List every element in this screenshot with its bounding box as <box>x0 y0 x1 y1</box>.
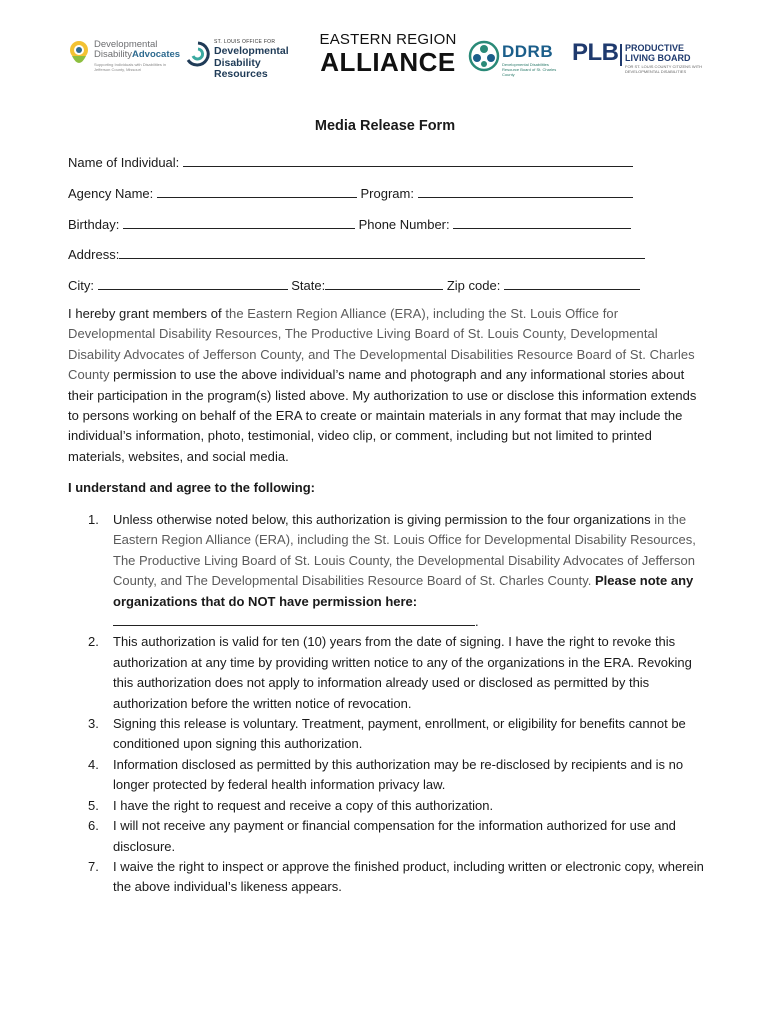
list-item: 5. I have the right to request and receive a copy of this authorization. <box>88 797 494 813</box>
state-label: State: <box>291 278 326 293</box>
name-row <box>68 152 633 172</box>
birthday-row <box>68 214 631 234</box>
address-input-line[interactable] <box>119 244 645 259</box>
dda-flower-icon <box>66 40 92 70</box>
stl-ddr-logo: ST. LOUIS OFFICE FOR Developmental Disability Resources <box>184 38 308 78</box>
list-item: 1. Unless otherwise noted below, this authorization is giving permission to the four organizations in the Eastern Region Alliance (ERA), including the St. Louis Office for Developmental Disability Resources, The Productive Living Board of St. Louis County, the Developmental Disability Advocates of Jefferson County, and The Developmental Disabilities Resource Board of St. Charles County. Please note any organizations that do NOT have permission here: . <box>88 512 696 630</box>
name-input-line[interactable] <box>183 152 633 167</box>
dda-logo: Developmental DisabilityAdvocates Supporting Individuals with Disabilities in Jefferson County, Missouri <box>66 38 178 82</box>
excluded-orgs-input-line[interactable] <box>113 613 475 626</box>
city-row <box>68 275 640 295</box>
birthday-input-line[interactable] <box>123 214 355 229</box>
ddrb-logo: DDRB Developmental Disabilities Resource Board of St. Charles County <box>468 40 564 76</box>
agency-label: Agency Name: <box>68 186 154 201</box>
grant-paragraph: I hereby grant members of the Eastern Region Alliance (ERA), including the St. Louis Office for Developmental Disability Resources, The Productive Living Board of St. Louis County, Developmental Disability Advocates of Jefferson County, and The Developmental Disabilities Resource Board of St. Charles County permission to use the above individual’s name and photograph and any informational stories about their participation in the program(s) listed above. My authorization to use or disclose this information extends to persons working on behalf of the ERA to create or maintain materials in any format that may include the individual’s information, photo, testimonial, video clip, or comment, including but not limited to printed materials, websites, and social media. <box>68 306 697 464</box>
list-item: 6. I will not receive any payment or financial compensation for the information authorized for use and disclosure. <box>88 818 676 854</box>
program-input-line[interactable] <box>418 183 633 198</box>
address-label: Address: <box>68 247 120 262</box>
stl-swirl-icon <box>184 40 212 70</box>
phone-label: Phone Number: <box>358 217 450 232</box>
agency-input-line[interactable] <box>157 183 357 198</box>
zip-label: Zip code: <box>446 278 501 293</box>
program-label: Program: <box>360 186 414 201</box>
list-item: 3. Signing this release is voluntary. Treatment, payment, enrollment, or eligibility for benefits cannot be conditioned upon signing this authorization. <box>88 716 686 752</box>
era-logo: EASTERN REGION ALLIANCE <box>319 31 457 77</box>
birthday-label: Birthday: <box>68 217 120 232</box>
name-label: Name of Individual: <box>68 155 180 170</box>
header-logos <box>66 32 706 88</box>
list-item: 4. Information disclosed as permitted by this authorization may be re-disclosed by recipients and is no longer protected by federal health information privacy law. <box>88 756 684 793</box>
city-label: City: <box>68 278 94 293</box>
list-item: 2. This authorization is valid for ten (10) years from the date of signing. I have the right to revoke this authorization at any time by providing written notice to any of the organizations in the ERA. Revoking this authorization does not apply to information already used or disclosed as permitted by this authorization before the written notice of revocation. <box>88 634 692 711</box>
ddrb-emblem-icon <box>468 40 500 72</box>
list-item: 7. I waive the right to inspect or approve the finished product, including written or electronic copy, wherein the above individual’s likeness appears. <box>88 858 704 895</box>
address-row <box>68 244 645 264</box>
terms-list <box>68 510 708 898</box>
agency-row <box>68 183 633 203</box>
city-input-line[interactable] <box>98 275 288 290</box>
plb-divider <box>620 44 622 66</box>
plb-logo: PLB PRODUCTIVE LIVING BOARD FOR ST. LOUIS COUNTY CITIZENS WITH DEVELOPMENTAL DISABILITIES <box>572 39 703 74</box>
agree-heading: I understand and agree to the following: <box>68 480 316 495</box>
phone-input-line[interactable] <box>453 214 631 229</box>
state-input-line[interactable] <box>325 275 443 290</box>
zip-input-line[interactable] <box>504 275 640 290</box>
form-title: Media Release Form <box>314 118 456 134</box>
